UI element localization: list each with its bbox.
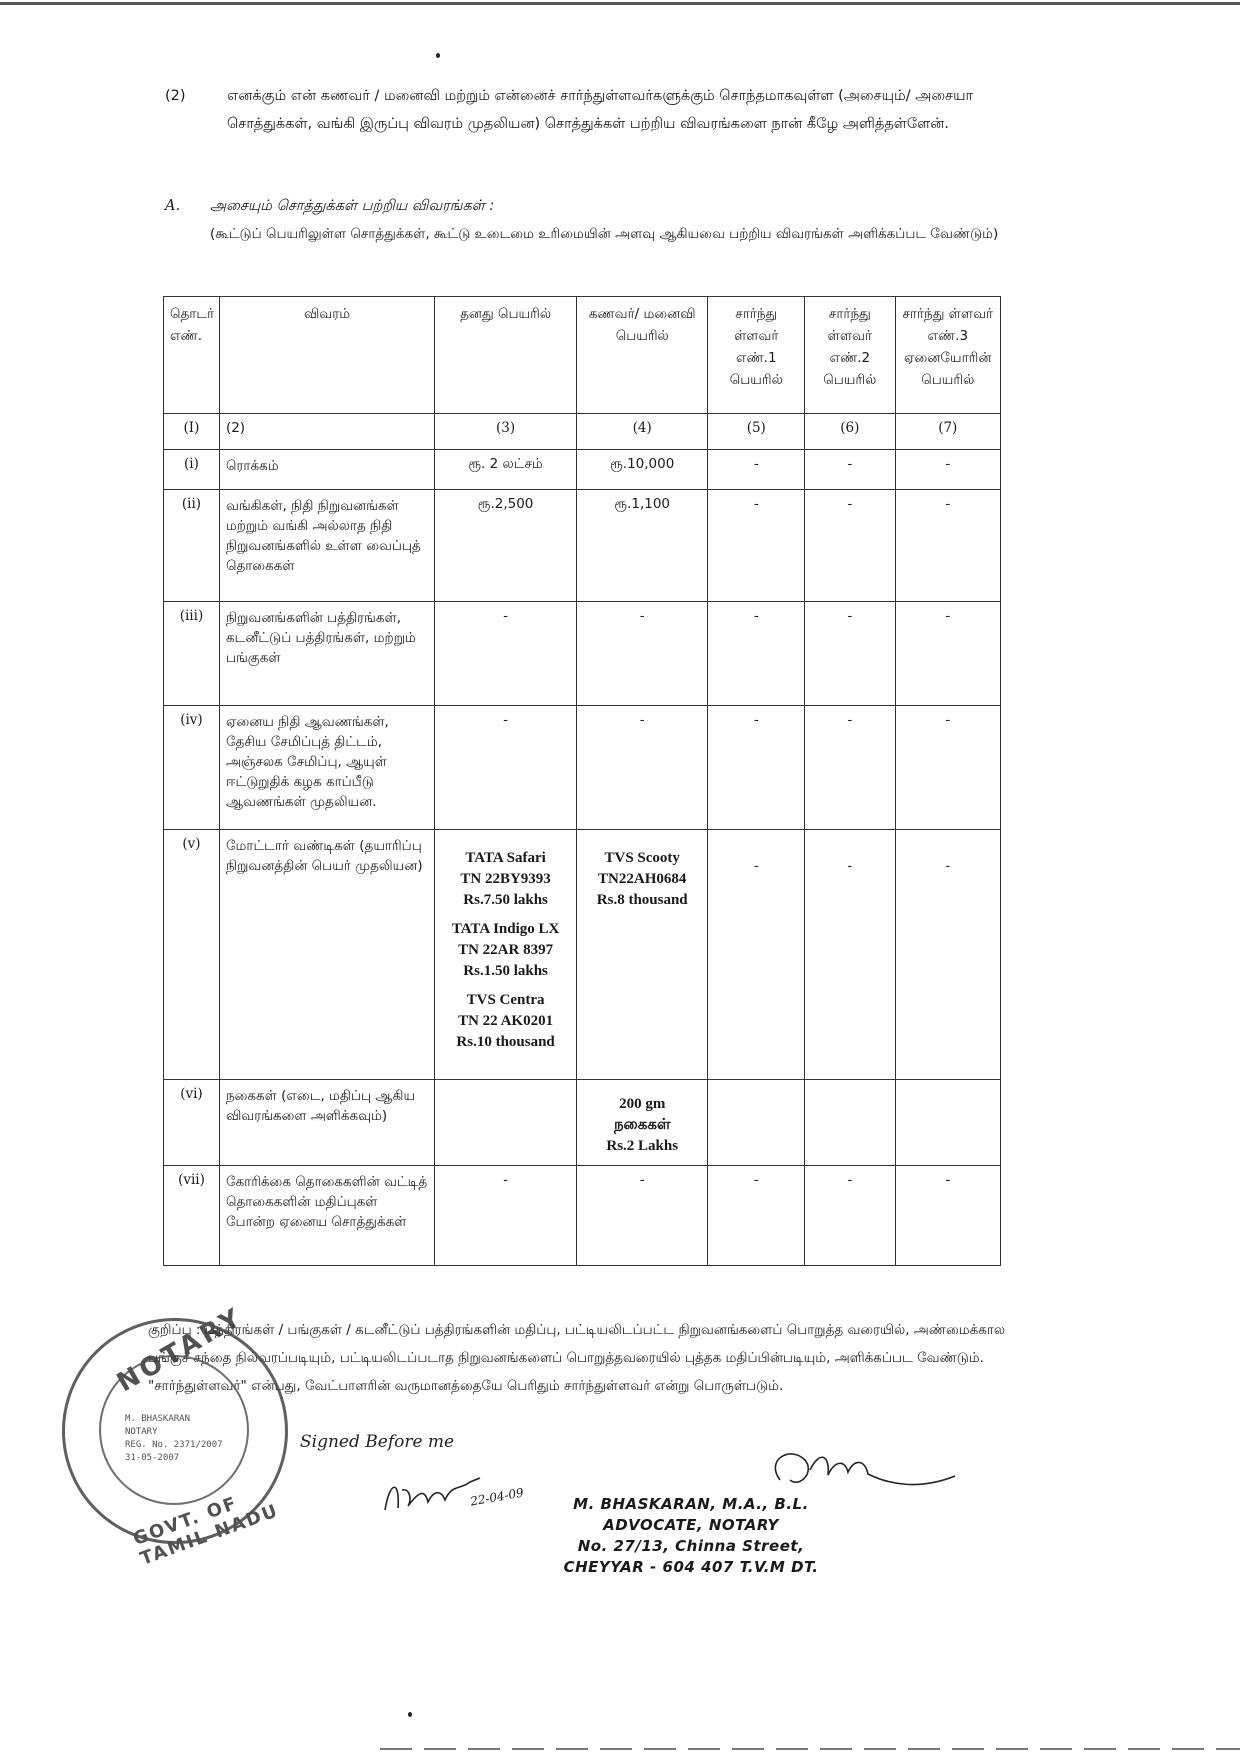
row-description: ஏனைய நிதி ஆவணங்கள், தேசிய சேமிப்புத் திட்டம், அஞ்சலக சேமிப்பு, ஆயுள் ஈட்டுறுதிக் கழக காப்பீடு ஆவணங்கள் முதலியன.: [219, 706, 434, 830]
header-spouse: கணவர்/ மனைவி பெயரில்: [577, 297, 708, 414]
vehicle-registration: TN22AH0684: [598, 871, 687, 887]
col-number: (2): [219, 414, 434, 450]
paragraph-text: எனக்கும் என் கணவர் / மனைவி மற்றும் என்னைச் சார்ந்துள்ளவர்களுக்கும் சொந்தமாகவுள்ள (அசையும்/ அசையா சொத்துக்கள், வங்கி இருப்பு விவரம் முதலியன) சொத்துக்கள் பற்றிய விவரங்களை நான் கீழே அளித்தள்ளேன்.: [227, 88, 974, 132]
vehicle-value: Rs.1.50 lakhs: [463, 963, 548, 979]
section-heading: அசையும் சொத்துக்கள் பற்றிய விவரங்கள் :: [210, 198, 495, 214]
vehicle-value: Rs.7.50 lakhs: [463, 892, 548, 908]
row-serial: (v): [164, 830, 220, 1080]
header-row: [164, 297, 1001, 414]
cell-self: [435, 1080, 577, 1166]
notary-stamp-text: [556, 1494, 826, 1578]
vehicle-registration: TN 22AR 8397: [458, 942, 554, 958]
ink-dot: [408, 1712, 412, 1717]
cell-dependent-1: -: [708, 1166, 805, 1266]
cell-dependent-3: -: [895, 490, 1000, 602]
vehicle-name: TATA Safari: [465, 850, 546, 866]
notary-address: No. 27/13, Chinna Street,: [577, 1537, 805, 1555]
col-number: (I): [164, 414, 220, 450]
table-row: [164, 602, 1001, 706]
cell-dependent-1: [708, 1080, 805, 1166]
cell-dependent-2: -: [805, 1166, 895, 1266]
footnote-line: குறிப்பு : பத்திரங்கள் / பங்குகள் / கடனீட்டுப் பத்திரங்களின் மதிப்பு, பட்டியலிடப்பட்ட நிறுவனங்களைப் பொறுத்த வரையில், அண்மைக்கால பங்குச் சந்தை நிலவரப்படியும், பட்டியலிடப்படாத நிறுவனங்களைப் பொறுத்தவரையில் புத்தக மதிப்பின்படியும், அளிக்கப்பட வேண்டும்.: [148, 1322, 1006, 1366]
signature-date: 22-04-09: [469, 1485, 525, 1509]
jewel-entry: 200 gm நகைகள் Rs.2 Lakhs: [606, 1096, 679, 1154]
signed-before-me-text: Signed Before me: [300, 1432, 455, 1452]
row-serial: (vii): [164, 1166, 220, 1266]
seal-inner-text: [125, 1413, 223, 1465]
cell-spouse: -: [577, 1166, 708, 1266]
cell-spouse: ரூ.1,100: [577, 490, 708, 602]
cell-dependent-3: -: [895, 602, 1000, 706]
cell-dependent-2: -: [805, 450, 895, 490]
notary-seal: [62, 1301, 288, 1570]
row-description: நகைகள் (எடை, மதிப்பு ஆகிய விவரங்களை அளிக்கவும்): [219, 1080, 434, 1166]
table-row: [164, 1166, 1001, 1266]
row-serial: (ii): [164, 490, 220, 602]
cell-dependent-2: [805, 1080, 895, 1166]
vehicle-name: TATA Indigo LX: [451, 921, 560, 937]
cell-dependent-3: -: [895, 706, 1000, 830]
seal-line: REG. No. 2371/2007: [125, 1440, 223, 1450]
bottom-edge-dashes: [380, 1748, 1240, 1750]
cell-dependent-3: -: [895, 1166, 1000, 1266]
cell-dependent-2: -: [805, 602, 895, 706]
cell-dependent-1: -: [708, 602, 805, 706]
cell-dependent-1: -: [708, 450, 805, 490]
cell-self-vehicles: [435, 830, 577, 1080]
table-row: [164, 1080, 1001, 1166]
cell-spouse: ரூ.10,000: [577, 450, 708, 490]
cell-self: -: [435, 602, 577, 706]
section-letter: A.: [165, 198, 181, 214]
table-row: [164, 450, 1001, 490]
notary-title: ADVOCATE, NOTARY: [603, 1516, 779, 1534]
col-number: (4): [577, 414, 708, 450]
seal-bottom-text: GOVT. OF TAMIL NADU: [130, 1492, 282, 1570]
row-serial: (iv): [164, 706, 220, 830]
row-description: நிறுவனங்களின் பத்திரங்கள், கடனீட்டுப் பத்திரங்கள், மற்றும் பங்குகள்: [219, 602, 434, 706]
header-dependent-2: சார்ந்து ள்ளவர் எண்.2 பெயரில்: [805, 297, 895, 414]
header-serial: தொடர் எண்.: [164, 297, 220, 414]
seal-line: 31-05-2007: [125, 1453, 180, 1463]
cell-dependent-1: -: [708, 706, 805, 830]
ink-dot: [436, 53, 440, 58]
cell-dependent-2: -: [805, 490, 895, 602]
cell-dependent-2: -: [805, 830, 895, 1080]
cell-self: -: [435, 706, 577, 830]
table-row: [164, 490, 1001, 602]
cell-dependent-2: -: [805, 706, 895, 830]
seal-line: NOTARY: [125, 1427, 158, 1437]
cell-dependent-3: -: [895, 450, 1000, 490]
cell-dependent-3: -: [895, 830, 1000, 1080]
vehicle-entry: [441, 848, 570, 911]
row-serial: (iii): [164, 602, 220, 706]
notary-name: M. BHASKARAN, M.A., B.L.: [573, 1495, 809, 1513]
cell-dependent-3: [895, 1080, 1000, 1166]
cell-dependent-1: -: [708, 490, 805, 602]
row-description: வங்கிகள், நிதி நிறுவனங்கள் மற்றும் வங்கி அல்லாத நிதி நிறுவனங்களில் உள்ள வைப்புத் தொகைகள்: [219, 490, 434, 602]
vehicle-value: Rs.10 thousand: [456, 1034, 555, 1050]
cell-self: -: [435, 1166, 577, 1266]
row-description: ரொக்கம்: [219, 450, 434, 490]
cell-spouse: -: [577, 602, 708, 706]
paragraph-number: (2): [165, 88, 186, 104]
vehicle-registration: TN 22BY9393: [460, 871, 551, 887]
col-number: (6): [805, 414, 895, 450]
row-description: கோரிக்கை தொகைகளின் வட்டித் தொகைகளின் மதிப்புகள் போன்ற ஏனைய சொத்துக்கள்: [219, 1166, 434, 1266]
vehicle-registration: TN 22 AK0201: [458, 1013, 554, 1029]
seal-top-text: NOTARY: [111, 1301, 250, 1399]
top-edge-line: [0, 2, 1240, 5]
row-serial: (i): [164, 450, 220, 490]
column-number-row: [164, 414, 1001, 450]
col-number: (3): [435, 414, 577, 450]
header-description: விவரம்: [219, 297, 434, 414]
section-note: (கூட்டுப் பெயரிலுள்ள சொத்துக்கள், கூட்டு உடைமை உரிமையின் அளவு ஆகியவை பற்றிய விவரங்கள் அளிக்கப்பட வேண்டும்): [210, 226, 999, 242]
header-self: தனது பெயரில்: [435, 297, 577, 414]
cell-spouse-vehicles: [577, 830, 708, 1080]
row-serial: (vi): [164, 1080, 220, 1166]
cell-self: ரூ.2,500: [435, 490, 577, 602]
table-row: [164, 706, 1001, 830]
row-description: மோட்டார் வண்டிகள் (தயாரிப்பு நிறுவனத்தின் பெயர் முதலியன): [219, 830, 434, 1080]
cell-dependent-1: -: [708, 830, 805, 1080]
cell-self: ரூ. 2 லட்சம்: [435, 450, 577, 490]
movable-assets-table: [163, 296, 1001, 1266]
vehicle-name: TVS Scooty: [604, 850, 680, 866]
vehicle-value: Rs.8 thousand: [596, 892, 688, 908]
seal-line: M. BHASKARAN: [125, 1414, 191, 1424]
notary-city: CHEYYAR - 604 407 T.V.M DT.: [563, 1558, 819, 1576]
col-number: (5): [708, 414, 805, 450]
vehicle-name: TVS Centra: [466, 992, 545, 1008]
vehicle-entry: [441, 919, 570, 982]
footnote-line: "சார்ந்துள்ளவர்" என்பது, வேட்பாளரின் வருமானத்தையே பெரிதும் சார்ந்துள்ளவர் என்று பொருள்படும்.: [148, 1378, 784, 1394]
cell-spouse-jewels: [577, 1080, 708, 1166]
vehicle-entry: [583, 848, 701, 911]
cell-spouse: -: [577, 706, 708, 830]
table-row: [164, 830, 1001, 1080]
header-dependent-3: சார்ந்து ள்ளவர் எண்.3 ஏனையோரின் பெயரில்: [895, 297, 1000, 414]
vehicle-entry: [441, 990, 570, 1053]
header-dependent-1: சார்ந்து ள்ளவர் எண்.1 பெயரில்: [708, 297, 805, 414]
col-number: (7): [895, 414, 1000, 450]
